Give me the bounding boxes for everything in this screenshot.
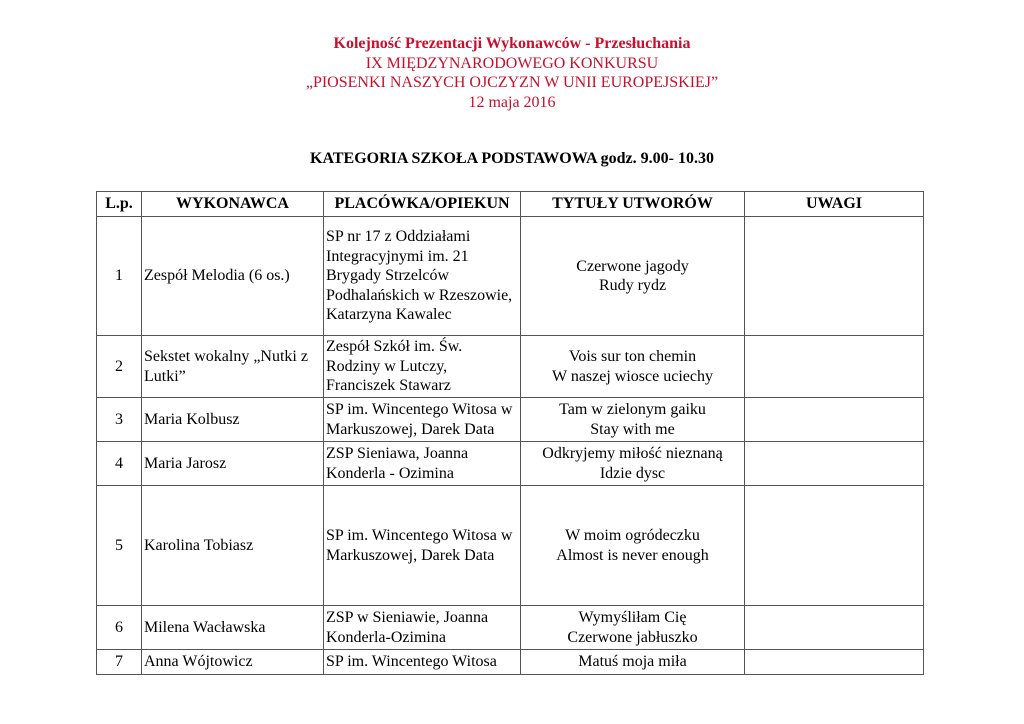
column-header-performer: WYKONAWCA [142, 192, 324, 217]
table-row [97, 650, 924, 675]
row-number: 6 [97, 606, 142, 650]
notes-cell [745, 336, 924, 398]
performer-cell: Milena Wacławska [142, 606, 324, 650]
document-header [0, 34, 1024, 112]
table-row [97, 442, 924, 486]
titles-cell [521, 336, 745, 398]
notes-cell [745, 650, 924, 675]
song-title: Matuś moja miła [578, 653, 687, 671]
school-cell: SP im. Wincentego Witosa [324, 650, 521, 675]
song-title: Odkryjemy miłość nieznaną [542, 445, 723, 462]
category-heading: KATEGORIA SZKOŁA PODSTAWOWA godz. 9.00- 10.30 [310, 150, 714, 167]
song-title: W moim ogródeczku [565, 527, 700, 544]
event-date: 12 maja 2016 [468, 93, 556, 111]
row-number: 5 [97, 486, 142, 606]
notes-cell [745, 442, 924, 486]
row-number: 3 [97, 398, 142, 442]
song-title: Stay with me [590, 420, 675, 438]
titles-cell [521, 650, 745, 675]
performers-table [96, 191, 924, 675]
school-cell: SP nr 17 z Oddziałami Integracyjnymi im. 21 Brygady Strzelców Podhalańskich w Rzeszowie, Katarzyna Kawalec [324, 217, 521, 336]
song-title: Wymyśliłam Cię [578, 609, 687, 626]
column-header-notes: UWAGI [745, 192, 924, 217]
school-cell: ZSP Sieniawa, Joanna Konderla - Ozimina [324, 442, 521, 486]
titles-cell [521, 486, 745, 606]
performer-cell: Maria Jarosz [142, 442, 324, 486]
song-title: Vois sur ton chemin [568, 348, 697, 365]
song-title: Czerwone jagody [576, 257, 689, 275]
song-title: W naszej wiosce uciechy [552, 367, 713, 385]
column-header-lp: L.p. [97, 192, 142, 217]
song-title: Tam w zielonym gaiku [559, 401, 706, 418]
table-header-row [97, 192, 924, 217]
song-title: Idzie dysc [599, 464, 666, 482]
document-title: Kolejność Prezentacji Wykonawców - Przesłuchania [333, 35, 691, 52]
notes-cell [745, 398, 924, 442]
row-number: 7 [97, 650, 142, 675]
row-number: 2 [97, 336, 142, 398]
titles-cell [521, 606, 745, 650]
performer-cell: Sekstet wokalny „Nutki z Lutki” [142, 336, 324, 398]
table-row [97, 217, 924, 336]
performer-cell: Karolina Tobiasz [142, 486, 324, 606]
column-header-titles: TYTUŁY UTWORÓW [521, 192, 745, 217]
table-row [97, 398, 924, 442]
table-row [97, 486, 924, 606]
school-cell: SP im. Wincentego Witosa w Markuszowej, Darek Data [324, 398, 521, 442]
notes-cell [745, 217, 924, 336]
contest-edition: IX MIĘDZYNARODOWEGO KONKURSU [365, 54, 659, 72]
table-row [97, 606, 924, 650]
titles-cell [521, 217, 745, 336]
song-title: Rudy rydz [598, 277, 667, 294]
row-number: 4 [97, 442, 142, 486]
school-cell: ZSP w Sieniawie, Joanna Konderla-Ozimina [324, 606, 521, 650]
performer-cell: Anna Wójtowicz [142, 650, 324, 675]
notes-cell [745, 486, 924, 606]
notes-cell [745, 606, 924, 650]
column-header-school: PLACÓWKA/OPIEKUN [324, 192, 521, 217]
performer-cell: Zespół Melodia (6 os.) [142, 217, 324, 336]
titles-cell [521, 442, 745, 486]
contest-name: „PIOSENKI NASZYCH OJCZYZN W UNII EUROPEJSKIEJ” [305, 74, 719, 91]
titles-cell [521, 398, 745, 442]
song-title: Czerwone jabłuszko [567, 628, 698, 646]
table-row [97, 336, 924, 398]
row-number: 1 [97, 217, 142, 336]
song-title: Almost is never enough [556, 546, 709, 564]
performer-cell: Maria Kolbusz [142, 398, 324, 442]
school-cell: SP im. Wincentego Witosa w Markuszowej, Darek Data [324, 486, 521, 606]
school-cell: Zespół Szkół im. Św. Rodziny w Lutczy, Franciszek Stawarz [324, 336, 521, 398]
